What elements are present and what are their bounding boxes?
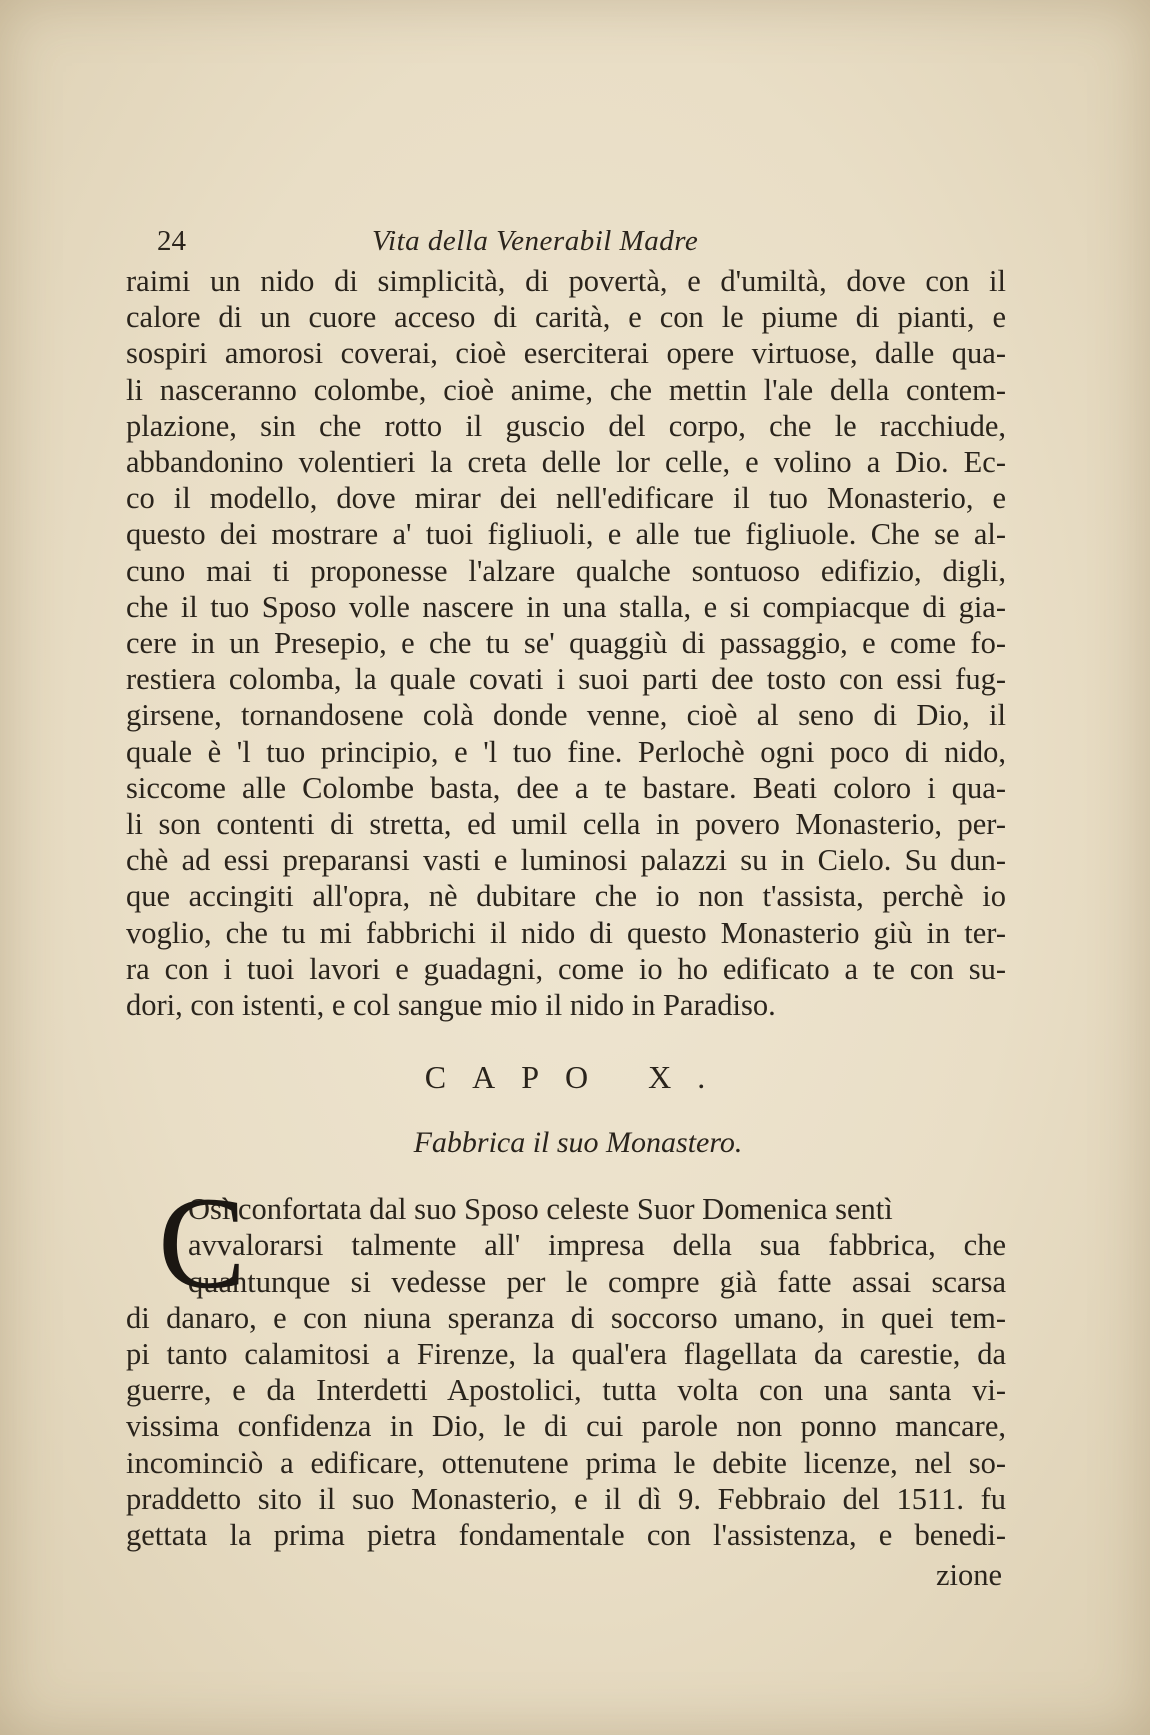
text-line: ra con i tuoi lavori e guadagni, come io ho edificato a te con su-	[126, 951, 1006, 986]
catchword: zione	[935, 1558, 1002, 1593]
drop-cap: C	[158, 1169, 247, 1317]
text-line: girsene, tornandosene colà donde venne, cioè al seno di Dio, il	[126, 698, 1006, 733]
text-line: praddetto sito il suo Monasterio, e il dì 9. Febbraio del 1511. fu	[126, 1481, 1006, 1516]
text-line: Osì confortata dal suo Sposo celeste Suor Domenica sentì	[188, 1192, 893, 1227]
text-line: co il modello, dove mirar dei nell'edificare il tuo Monasterio, e	[126, 481, 1006, 516]
chapter-paragraph	[126, 1169, 1006, 1553]
chapter-title: CAPO X.	[424, 1059, 732, 1096]
text-line: guerre, e da Interdetti Apostolici, tutta volta con una santa vi-	[126, 1373, 1006, 1408]
running-title: Vita della Venerabil Madre	[372, 225, 699, 257]
text-line: quantunque si vedesse per le compre già fatte assai scarsa	[188, 1264, 1006, 1299]
text-line: incominciò a edificare, ottenutene prima le debite licenze, nel so-	[126, 1445, 1006, 1480]
previous-chapter-text	[126, 263, 1006, 1023]
text-line: voglio, che tu mi fabbrichi il nido di questo Monasterio giù in ter-	[126, 915, 1006, 950]
text-line: que accingiti all'opra, nè dubitare che io non t'assista, perchè io	[126, 879, 1006, 914]
text-line: calore di un cuore acceso di carità, e con le piume di pianti, e	[126, 300, 1006, 335]
text-line: restiera colomba, la quale covati i suoi parti dee tosto con essi fug-	[126, 662, 1006, 697]
text-line: pi tanto calamitosi a Firenze, la qual'era flagellata da carestie, da	[126, 1337, 1006, 1372]
text-line: questo dei mostrare a' tuoi figliuoli, e alle tue figliuole. Che se al-	[126, 517, 1006, 552]
text-line: sospiri amorosi coverai, cioè eserciterai opere virtuose, dalle qua-	[126, 336, 1006, 371]
running-head	[126, 221, 1006, 263]
text-line: cuno mai ti proponesse l'alzare qualche sontuoso edifizio, digli,	[126, 553, 1006, 588]
page-content	[126, 221, 1006, 1593]
chapter-subtitle: Fabbrica il suo Monastero.	[413, 1126, 743, 1160]
page-number: 24	[157, 225, 186, 257]
text-line: siccome alle Colombe basta, dee a te bastare. Beati coloro i qua-	[126, 770, 1006, 805]
text-line: dori, con istenti, e col sangue mio il nido in Paradiso.	[126, 988, 776, 1023]
text-line: quale è 'l tuo principio, e 'l tuo fine. Perlochè ogni poco di nido,	[126, 734, 1006, 769]
text-line: che il tuo Sposo volle nascere in una stalla, e si compiacque di gia-	[126, 589, 1006, 624]
text-line: gettata la prima pietra fondamentale con l'assistenza, e benedi-	[126, 1518, 1006, 1553]
text-line: cere in un Presepio, e che tu se' quaggiù di passaggio, e come fo-	[126, 626, 1006, 661]
text-line: di danaro, e con niuna speranza di soccorso umano, in quei tem-	[126, 1300, 1006, 1335]
text-line: li nasceranno colombe, cioè anime, che mettin l'ale della contem-	[126, 372, 1006, 407]
text-line: li son contenti di stretta, ed umil cella in povero Monasterio, per-	[126, 807, 1006, 842]
text-line: vissima confidenza in Dio, le di cui parole non ponno mancare,	[126, 1409, 1006, 1444]
text-line: avvalorarsi talmente all' impresa della sua fabbrica, che	[188, 1228, 1006, 1263]
text-line: chè ad essi preparansi vasti e luminosi palazzi su in Cielo. Su dun-	[126, 843, 1006, 878]
text-line: plazione, sin che rotto il guscio del corpo, che le racchiude,	[126, 408, 1006, 443]
text-line: abbandonino volentieri la creta delle lor celle, e volino a Dio. Ec-	[126, 445, 1006, 480]
text-line: raimi un nido di simplicità, di povertà, e d'umiltà, dove con il	[126, 264, 1006, 298]
